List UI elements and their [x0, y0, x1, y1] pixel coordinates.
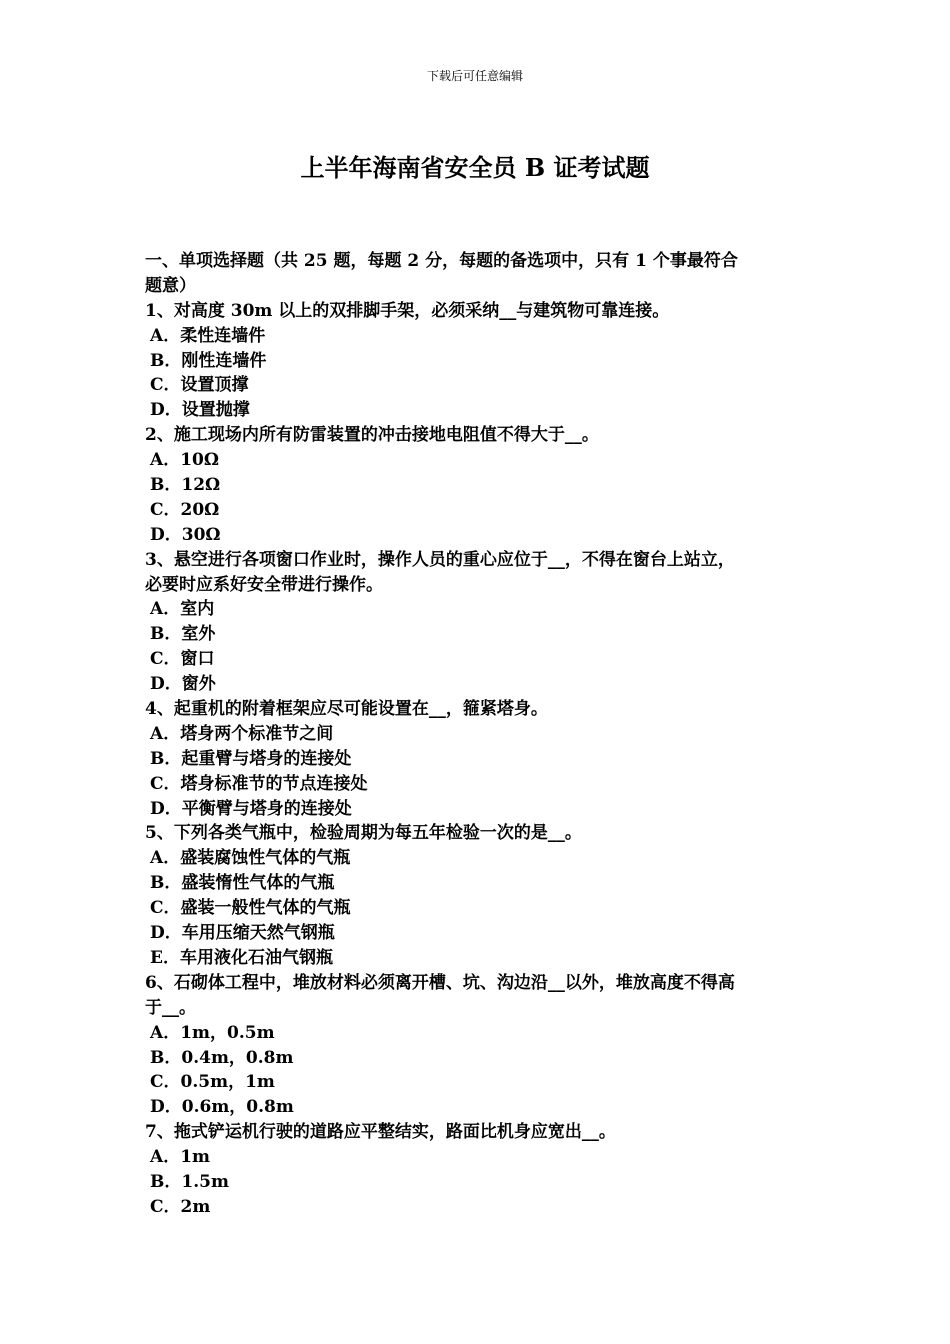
option-c: C．设置顶撑: [150, 375, 249, 396]
option-d: D．窗外: [150, 674, 216, 695]
option-a: A．1m，0.5m: [150, 1022, 275, 1043]
question-text: 1、对高度 30m 以上的双排脚手架，必须采纳__与建筑物可靠连接。: [145, 300, 670, 321]
question-text: 5、下列各类气瓶中，检验周期为每五年检验一次的是__。: [145, 823, 582, 844]
option-a: A．塔身两个标准节之间: [150, 723, 334, 744]
option-d: D．车用压缩天然气钢瓶: [150, 923, 335, 944]
option-b: B．室外: [150, 624, 216, 645]
option-b: B．0.4m，0.8m: [150, 1047, 294, 1068]
option-d: D．设置抛撑: [150, 400, 250, 421]
option-d: D．平衡臂与塔身的连接处: [150, 798, 352, 819]
option-b: B．12Ω: [150, 475, 221, 496]
question-text: 4、起重机的附着框架应尽可能设置在__，箍紧塔身。: [145, 699, 548, 720]
question-2: [145, 423, 813, 547]
question-1: [145, 299, 813, 423]
option-c: C．塔身标准节的节点连接处: [150, 773, 368, 794]
section-heading-line-2: 题意）: [145, 275, 196, 296]
question-text-continued: 必要时应系好安全带进行操作。: [145, 574, 383, 595]
download-note: 下载后可任意编辑: [426, 69, 523, 83]
question-text: 7、拖式铲运机行驶的道路应平整结实，路面比机身应宽出__。: [145, 1122, 616, 1143]
question-text: 6、石砌体工程中，堆放材料必须离开槽、坑、沟边沿__以外，堆放高度不得高: [145, 972, 735, 993]
option-d: D．0.6m，0.8m: [150, 1097, 294, 1118]
option-a: A．盛装腐蚀性气体的气瓶: [150, 848, 351, 869]
question-3: [145, 548, 813, 697]
option-b: B．盛装惰性气体的气瓶: [150, 873, 335, 894]
option-b: B．1.5m: [150, 1171, 229, 1192]
option-b: B．刚性连墙件: [150, 350, 267, 371]
option-b: B．起重臂与塔身的连接处: [150, 748, 352, 769]
option-c: C．20Ω: [150, 499, 220, 520]
option-d: D．30Ω: [150, 524, 221, 545]
option-a: A．柔性连墙件: [150, 325, 266, 346]
option-c: C．2m: [150, 1196, 211, 1217]
question-5: [145, 821, 813, 970]
option-c: C．窗口: [150, 649, 215, 670]
option-a: A．10Ω: [150, 450, 219, 471]
question-4: [145, 697, 813, 821]
option-a: A．室内: [150, 599, 215, 620]
option-a: A．1m: [150, 1147, 211, 1168]
document-title: 上半年海南省安全员 B 证考试题: [300, 153, 650, 182]
section-heading-line-1: 一、单项选择题（共 25 题，每题 2 分，每题的备选项中，只有 1 个事最符合: [145, 251, 738, 271]
exam-content: [145, 249, 813, 1220]
option-c: C．盛装一般性气体的气瓶: [150, 898, 351, 919]
question-7: [145, 1120, 813, 1220]
option-c: C．0.5m，1m: [150, 1072, 275, 1093]
question-6: [145, 971, 813, 1120]
question-text: 2、施工现场内所有防雷装置的冲击接地电阻值不得大于__。: [145, 425, 599, 446]
question-text: 3、悬空进行各项窗口作业时，操作人员的重心应位于__，不得在窗台上站立，: [145, 549, 735, 570]
option-e: E．车用液化石油气钢瓶: [150, 947, 333, 968]
question-text-continued: 于__。: [145, 997, 196, 1018]
